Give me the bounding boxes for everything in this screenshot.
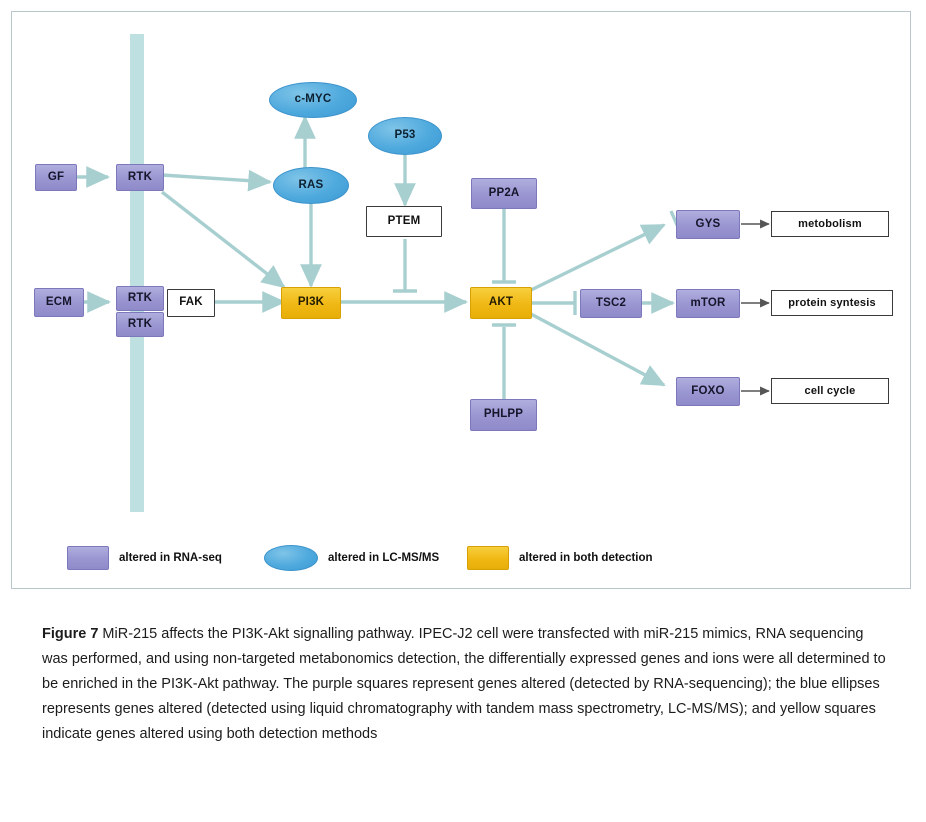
figure-caption-text: MiR-215 affects the PI3K-Akt signalling pathway. IPEC-J2 cell were transfected with miR-215 mimics, RNA sequencing was performed, and using non-targeted metabonomics detection, the differentially expressed genes and ions were all determined to be enriched in the PI3K-Akt pathway. The purple squares represent genes altered (detected by RNA-sequencing); the blue ellipses represents genes altered (detected using liquid chromatography with tandem mass spectrometry, LC-MS/MS); and yellow squares indicate genes altered using both detection methods — [42, 626, 886, 742]
legend-item-lc-ms-ms — [264, 545, 439, 571]
node-c-myc[interactable]: c-MYC — [269, 82, 357, 118]
output-cell-cycle: cell cycle — [771, 378, 889, 404]
figure-caption — [42, 622, 887, 747]
node-phlpp[interactable]: PHLPP — [470, 399, 537, 431]
node-akt[interactable]: AKT — [470, 287, 532, 319]
legend-label-both: altered in both detection — [519, 552, 653, 564]
node-rtk-bottom[interactable]: RTK — [116, 312, 164, 337]
node-gf[interactable]: GF — [35, 164, 77, 191]
figure-panel — [11, 11, 911, 589]
node-ecm[interactable]: ECM — [34, 288, 84, 317]
node-rtk-top[interactable]: RTK — [116, 164, 164, 191]
node-rtk-mid[interactable]: RTK — [116, 286, 164, 311]
node-foxo[interactable]: FOXO — [676, 377, 740, 406]
node-tsc2[interactable]: TSC2 — [580, 289, 642, 318]
output-protein-synthesis: protein syntesis — [771, 290, 893, 316]
legend — [12, 522, 910, 582]
node-pp2a[interactable]: PP2A — [471, 178, 537, 209]
legend-item-rna-seq — [67, 546, 222, 570]
output-metabolism: metobolism — [771, 211, 889, 237]
node-ptem[interactable]: PTEM — [366, 206, 442, 237]
legend-swatch-blue-ellipse — [264, 545, 318, 571]
figure-caption-label: Figure 7 — [42, 626, 99, 642]
node-gys[interactable]: GYS — [676, 210, 740, 239]
node-pi3k[interactable]: PI3K — [281, 287, 341, 319]
legend-item-both — [467, 546, 653, 570]
legend-label-lc-ms-ms: altered in LC-MS/MS — [328, 552, 440, 564]
node-ras[interactable]: RAS — [273, 167, 349, 204]
pathway-diagram — [12, 12, 910, 588]
cell-membrane-band — [130, 34, 144, 512]
legend-swatch-purple-square — [67, 546, 109, 570]
node-p53[interactable]: P53 — [368, 117, 442, 155]
node-mtor[interactable]: mTOR — [676, 289, 740, 318]
node-fak[interactable]: FAK — [167, 289, 215, 317]
legend-swatch-yellow-square — [467, 546, 509, 570]
legend-label-rna-seq: altered in RNA-seq — [119, 552, 222, 564]
